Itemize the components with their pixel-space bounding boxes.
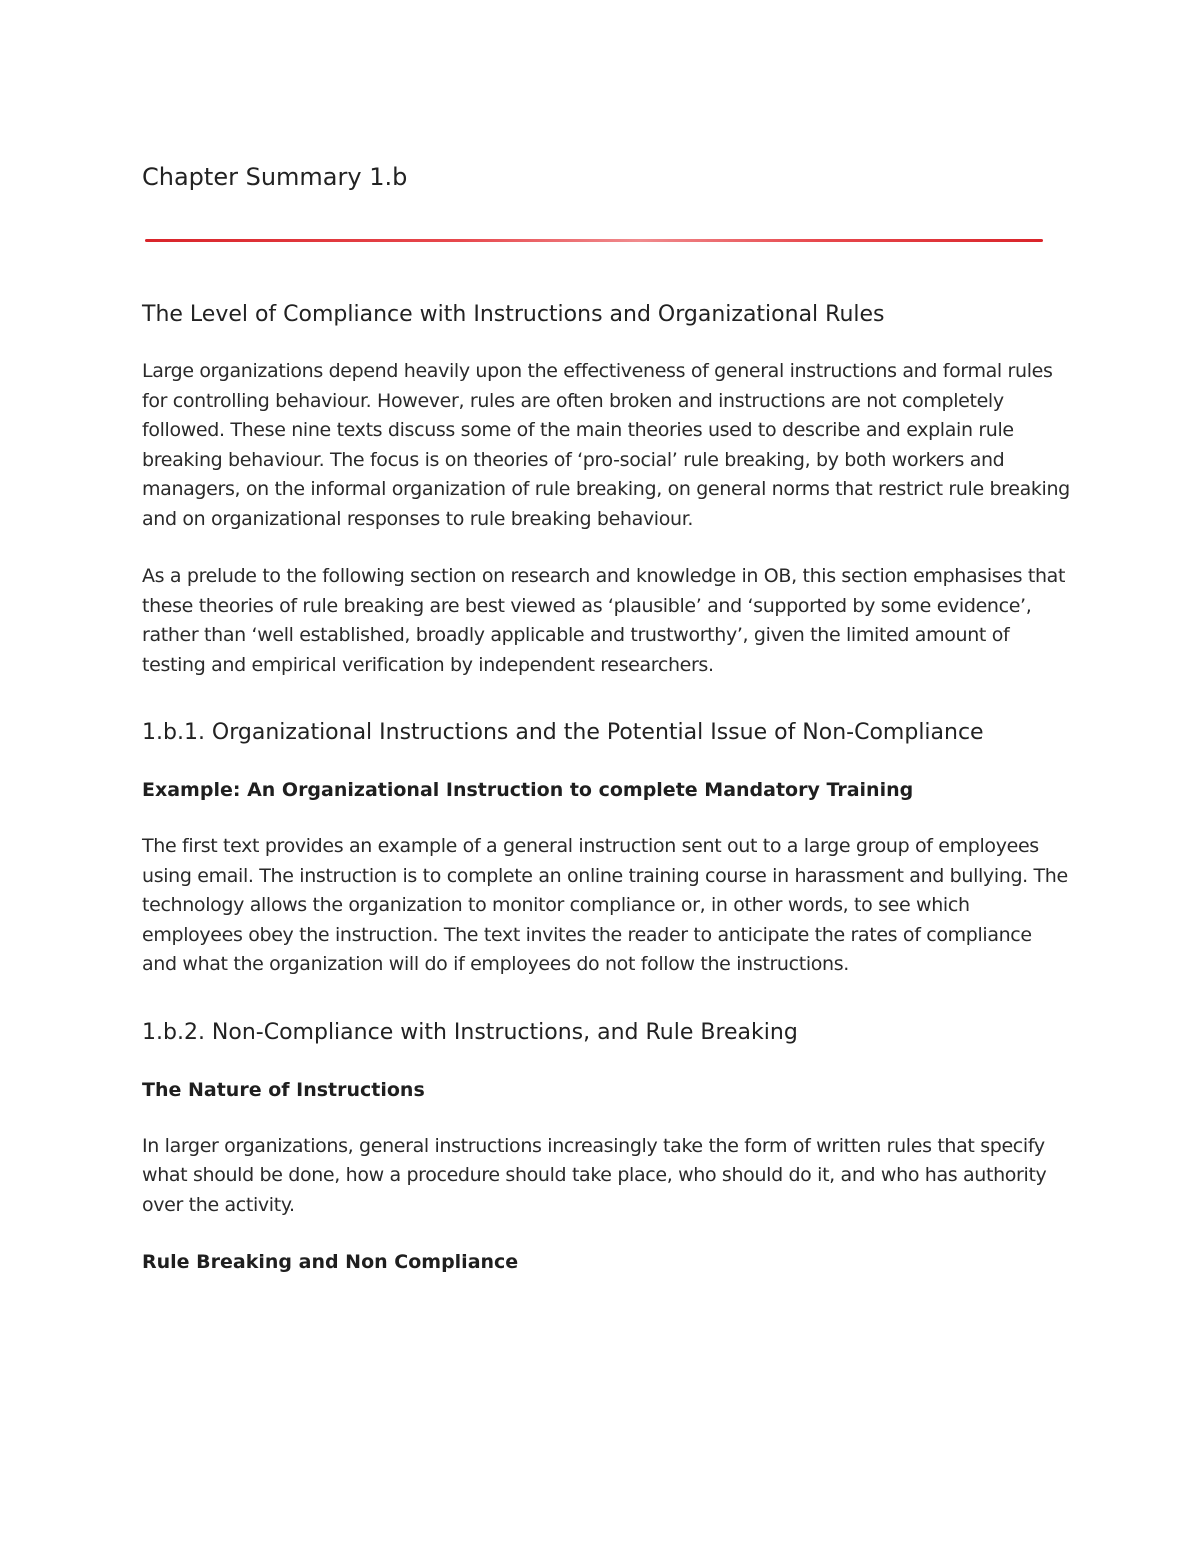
document-content xyxy=(142,160,1072,1276)
title-divider xyxy=(145,239,1043,242)
section-2-heading: 1.b.2. Non-Compliance with Instructions, and Rule Breaking xyxy=(142,1019,798,1045)
section-1-paragraph: The first text provides an example of a general instruction sent out to a large group of employees using email. The instruction is to complete an online training course in harassment and bullying. The technology allows the organization to monitor compliance or, in other words, to see which employees obey the instruction. The text invites the reader to anticipate the rates of compliance and what the organization will do if employees do not follow the instructions. xyxy=(142,835,1068,975)
section-2-subheading-rule-breaking: Rule Breaking and Non Compliance xyxy=(142,1251,519,1273)
section-2-paragraph: In larger organizations, general instructions increasingly take the form of written rules that specify what should be done, how a procedure should take place, who should do it, and who has authority over the activity. xyxy=(142,1134,1047,1216)
section-1-subheading: Example: An Organizational Instruction to complete Mandatory Training xyxy=(142,779,914,801)
section-2-subheading-nature: The Nature of Instructions xyxy=(142,1078,425,1101)
document-title: Chapter Summary 1.b xyxy=(142,163,408,191)
main-heading: The Level of Compliance with Instructions and Organizational Rules xyxy=(142,302,885,327)
intro-paragraph-2: As a prelude to the following section on research and knowledge in OB, this section emphasises that these theories of rule breaking are best viewed as ‘plausible’ and ‘supported by some evidence’, rather than ‘well established, broadly applicable and trustworthy’, given the limited amount of testing and empirical verification by independent researchers. xyxy=(142,565,1066,676)
intro-paragraph-1: Large organizations depend heavily upon the effectiveness of general instructions and formal rules for controlling behaviour. However, rules are often broken and instructions are not completely followed. These nine texts discuss some of the main theories used to describe and explain rule breaking behaviour. The focus is on theories of ‘pro-social’ rule breaking, by both workers and managers, on the informal organization of rule breaking, on general norms that restrict rule breaking and on organizational responses to rule breaking behaviour. xyxy=(142,360,1070,530)
section-1-heading: 1.b.1. Organizational Instructions and the Potential Issue of Non-Compliance xyxy=(142,720,984,745)
